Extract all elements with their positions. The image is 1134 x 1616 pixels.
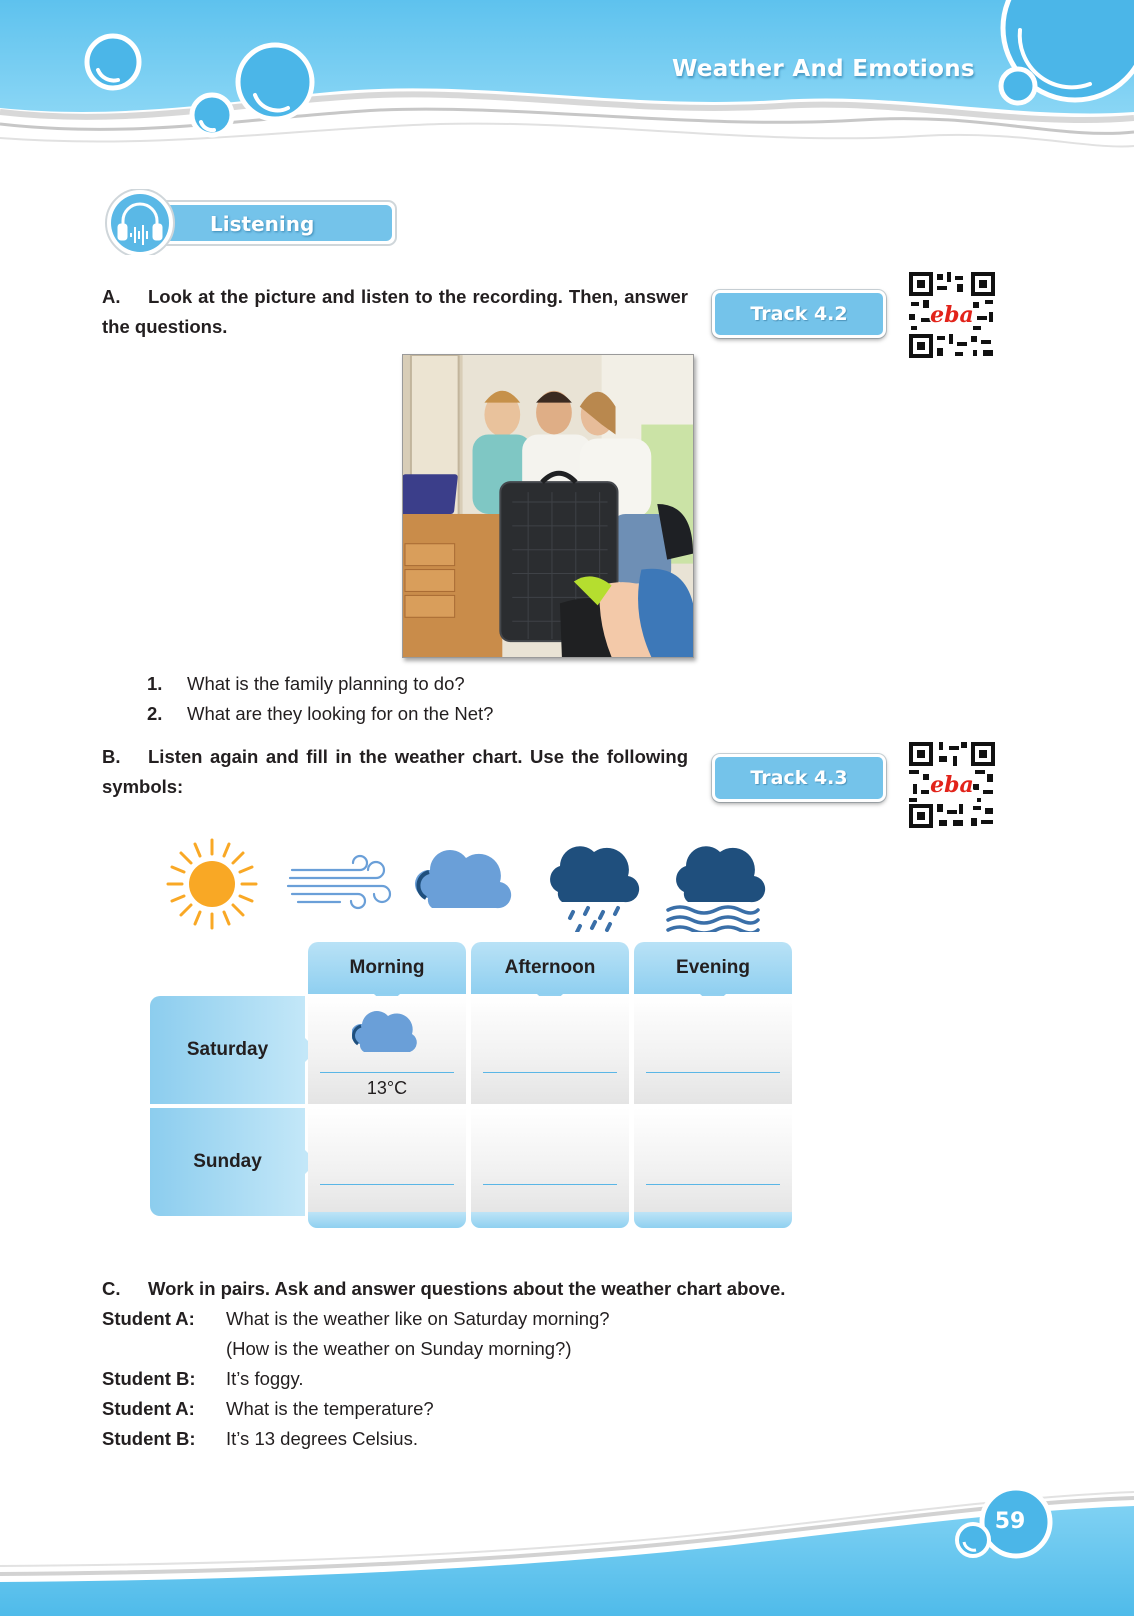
cell-saturday-evening[interactable] bbox=[634, 996, 792, 1104]
speaker: Student B: bbox=[102, 1368, 196, 1389]
dialog-line bbox=[102, 1364, 610, 1394]
header-banner bbox=[0, 0, 1134, 170]
column-header-morning: Morning bbox=[308, 942, 466, 994]
speaker: Student A: bbox=[102, 1308, 195, 1329]
cell-sunday-evening[interactable] bbox=[634, 1108, 792, 1216]
question-item bbox=[147, 699, 493, 729]
question-text: What are they looking for on the Net? bbox=[187, 703, 494, 724]
cloud-icon bbox=[415, 850, 511, 908]
cloud-icon bbox=[352, 1010, 424, 1054]
instruction-letter: A. bbox=[102, 286, 121, 307]
column-footer bbox=[471, 1212, 629, 1228]
row-header-saturday: Saturday bbox=[150, 996, 305, 1104]
footer-banner bbox=[0, 1470, 1134, 1616]
family-photo bbox=[402, 354, 694, 658]
dialog-text: It’s 13 degrees Celsius. bbox=[226, 1428, 418, 1449]
row-header-sunday: Sunday bbox=[150, 1108, 305, 1216]
question-number: 2. bbox=[147, 703, 163, 724]
temperature-value: 13°C bbox=[366, 1078, 408, 1098]
cell-sunday-afternoon[interactable] bbox=[471, 1108, 629, 1216]
column-header-evening: Evening bbox=[634, 942, 792, 994]
speaker: Student A: bbox=[102, 1398, 195, 1419]
instruction-b bbox=[102, 742, 688, 802]
question-item bbox=[147, 669, 493, 699]
question-list bbox=[147, 669, 493, 729]
speaker: Student B: bbox=[102, 1428, 196, 1449]
answer-line bbox=[646, 1184, 780, 1185]
column-header-afternoon: Afternoon bbox=[471, 942, 629, 994]
dialog-line bbox=[102, 1304, 610, 1334]
page-number: 59 bbox=[994, 1508, 1026, 1534]
cell-sunday-morning[interactable] bbox=[308, 1108, 466, 1216]
question-text: What is the family planning to do? bbox=[187, 673, 465, 694]
dialog-line bbox=[102, 1334, 610, 1364]
answer-line bbox=[483, 1072, 617, 1073]
dialog-text: What is the temperature? bbox=[226, 1398, 434, 1419]
instruction-letter: B. bbox=[102, 746, 121, 767]
fog-cloud-icon bbox=[668, 846, 765, 932]
column-footer bbox=[308, 1212, 466, 1228]
answer-line bbox=[320, 1184, 454, 1185]
page-title: Weather And Emotions bbox=[672, 56, 975, 82]
wind-icon bbox=[288, 856, 390, 908]
dialog-text: (How is the weather on Sunday morning?) bbox=[226, 1338, 572, 1359]
qr-logo: eba bbox=[930, 772, 974, 798]
instruction-c bbox=[102, 1274, 785, 1304]
dialog-line bbox=[102, 1394, 610, 1424]
qr-code[interactable] bbox=[907, 270, 997, 360]
answer-line bbox=[646, 1072, 780, 1073]
instruction-text: Listen again and fill in the weather chart. Use the following symbols: bbox=[102, 746, 688, 797]
section-label: Listening bbox=[210, 212, 315, 236]
dialog bbox=[102, 1304, 610, 1454]
instruction-text: Work in pairs. Ask and answer questions about the weather chart above. bbox=[148, 1278, 786, 1299]
rain-cloud-icon bbox=[550, 846, 639, 932]
speaker bbox=[102, 1334, 226, 1364]
cell-saturday-morning[interactable] bbox=[308, 996, 466, 1104]
column-footer bbox=[634, 1212, 792, 1228]
dialog-line bbox=[102, 1424, 610, 1454]
dialog-text: What is the weather like on Saturday morning? bbox=[226, 1308, 610, 1329]
weather-symbols bbox=[160, 832, 800, 932]
qr-logo: eba bbox=[930, 302, 974, 328]
track-4-2-button[interactable]: Track 4.2 bbox=[712, 290, 886, 338]
instruction-a bbox=[102, 282, 688, 342]
question-number: 1. bbox=[147, 673, 163, 694]
sun-icon bbox=[168, 840, 256, 928]
instruction-text: Look at the picture and listen to the recording. Then, answer the questions. bbox=[102, 286, 688, 337]
answer-line bbox=[483, 1184, 617, 1185]
cell-saturday-afternoon[interactable] bbox=[471, 996, 629, 1104]
qr-code[interactable] bbox=[907, 740, 997, 830]
dialog-text: It’s foggy. bbox=[226, 1368, 304, 1389]
instruction-letter: C. bbox=[102, 1278, 121, 1299]
answer-line bbox=[320, 1072, 454, 1073]
track-4-3-button[interactable]: Track 4.3 bbox=[712, 754, 886, 802]
